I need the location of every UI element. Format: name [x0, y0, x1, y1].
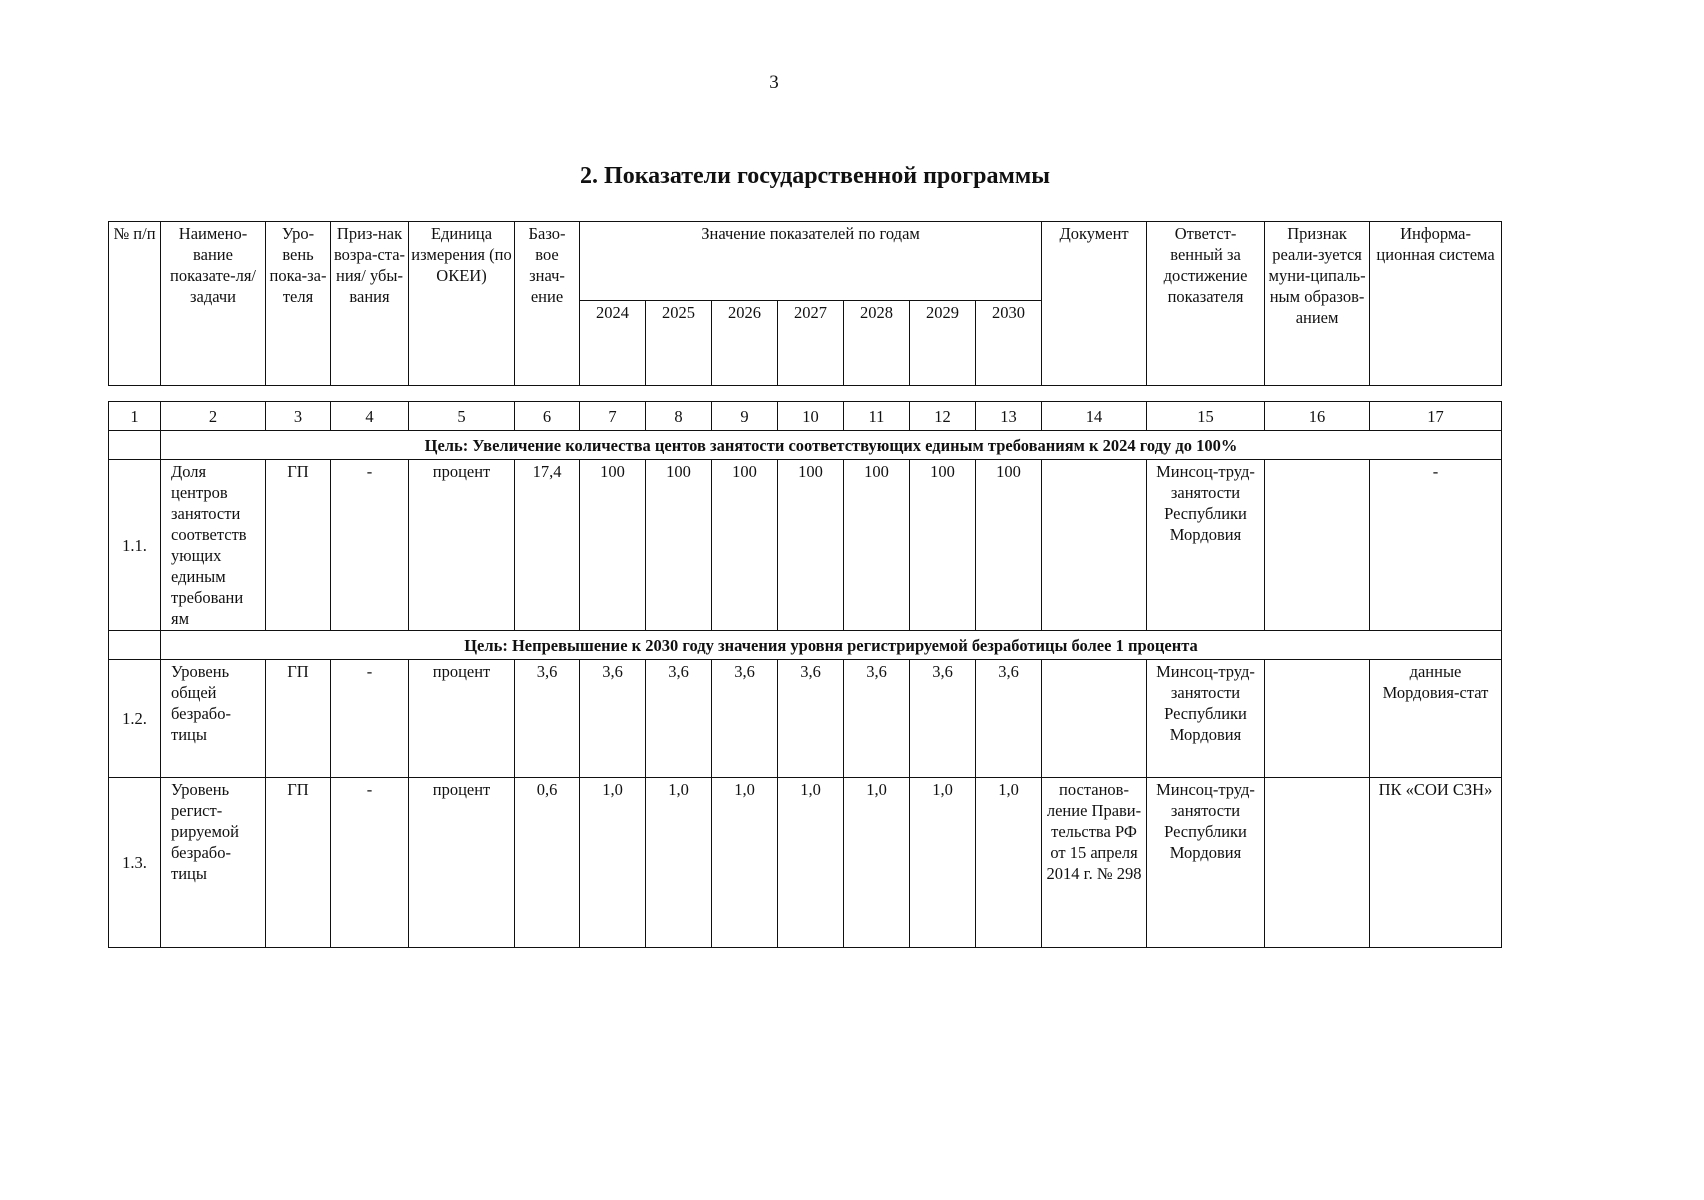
row-value: 3,6 [844, 660, 910, 778]
row-level: ГП [266, 778, 331, 948]
row-value: 1,0 [844, 778, 910, 948]
row-name: Доля центров занятости соответств ующих единым требовани ям [161, 460, 266, 631]
row-num: 1.1. [109, 460, 161, 631]
column-number: 11 [844, 402, 910, 431]
goal-title: Цель: Увеличение количества центов занятости соответствующих единым требованиям к 2024 году до 100% [161, 431, 1502, 460]
row-num: 1.3. [109, 778, 161, 948]
row-value: 1,0 [976, 778, 1042, 948]
header-year: 2030 [976, 301, 1042, 386]
row-base: 3,6 [515, 660, 580, 778]
header-document: Документ [1042, 222, 1147, 386]
row-name: Уровень общей безрабо-тицы [161, 660, 266, 778]
row-trend: - [331, 660, 409, 778]
goal-title: Цель: Непревышение к 2030 году значения уровня регистрируемой безработицы более 1 процента [161, 631, 1502, 660]
goal-row [109, 631, 1502, 660]
row-info-system: данные Мордовия-стат [1370, 660, 1502, 778]
row-value: 100 [646, 460, 712, 631]
column-numbers-row [109, 402, 1502, 431]
column-number: 3 [266, 402, 331, 431]
header-year: 2025 [646, 301, 712, 386]
column-number: 1 [109, 402, 161, 431]
row-unit: процент [409, 778, 515, 948]
row-name: Уровень регист-рируемой безрабо-тицы [161, 778, 266, 948]
header-year: 2028 [844, 301, 910, 386]
row-trend: - [331, 778, 409, 948]
row-municipal [1265, 460, 1370, 631]
header-year: 2024 [580, 301, 646, 386]
column-number: 2 [161, 402, 266, 431]
row-document [1042, 660, 1147, 778]
page-number: 3 [769, 72, 779, 93]
table-row [109, 660, 1502, 778]
indicators-table-body [108, 401, 1502, 948]
column-number: 15 [1147, 402, 1265, 431]
row-trend: - [331, 460, 409, 631]
column-number: 5 [409, 402, 515, 431]
row-responsible: Минсоц-труд-занятости Республики Мордовия [1147, 660, 1265, 778]
column-number: 6 [515, 402, 580, 431]
row-unit: процент [409, 460, 515, 631]
row-value: 3,6 [580, 660, 646, 778]
column-number: 8 [646, 402, 712, 431]
header-municipal: Признак реали-зуется муни-ципаль-ным образов-анием [1265, 222, 1370, 386]
row-municipal [1265, 778, 1370, 948]
header-unit: Единица измерения (по ОКЕИ) [409, 222, 515, 386]
row-info-system: ПК «СОИ СЗН» [1370, 778, 1502, 948]
row-document [1042, 460, 1147, 631]
header-year: 2026 [712, 301, 778, 386]
goal-blank-cell [109, 431, 161, 460]
row-value: 3,6 [910, 660, 976, 778]
header-num: № п/п [109, 222, 161, 386]
row-value: 1,0 [778, 778, 844, 948]
row-value: 100 [844, 460, 910, 631]
table-row [109, 778, 1502, 948]
document-title: 2. Показатели государственной программы [580, 163, 1050, 189]
indicators-table-header [108, 221, 1502, 386]
row-document: постанов-ление Прави-тельства РФ от 15 апреля 2014 г. № 298 [1042, 778, 1147, 948]
row-value: 1,0 [580, 778, 646, 948]
row-num: 1.2. [109, 660, 161, 778]
row-municipal [1265, 660, 1370, 778]
header-level: Уро-вень пока-за-теля [266, 222, 331, 386]
header-trend: Приз-нак возра-ста-ния/ убы-вания [331, 222, 409, 386]
header-year: 2029 [910, 301, 976, 386]
column-number: 12 [910, 402, 976, 431]
row-value: 100 [910, 460, 976, 631]
row-base: 17,4 [515, 460, 580, 631]
table-row [109, 460, 1502, 631]
row-value: 100 [712, 460, 778, 631]
row-value: 3,6 [712, 660, 778, 778]
row-level: ГП [266, 660, 331, 778]
row-value: 100 [580, 460, 646, 631]
column-number: 9 [712, 402, 778, 431]
goal-row [109, 431, 1502, 460]
row-value: 3,6 [778, 660, 844, 778]
column-number: 17 [1370, 402, 1502, 431]
goal-blank-cell [109, 631, 161, 660]
column-number: 16 [1265, 402, 1370, 431]
column-number: 4 [331, 402, 409, 431]
header-responsible: Ответст-венный за достижение показателя [1147, 222, 1265, 386]
row-value: 100 [976, 460, 1042, 631]
row-value: 1,0 [910, 778, 976, 948]
row-info-system: - [1370, 460, 1502, 631]
row-level: ГП [266, 460, 331, 631]
row-unit: процент [409, 660, 515, 778]
row-base: 0,6 [515, 778, 580, 948]
header-values-by-year: Значение показателей по годам [580, 222, 1042, 301]
header-year: 2027 [778, 301, 844, 386]
row-responsible: Минсоц-труд-занятости Республики Мордовия [1147, 778, 1265, 948]
row-value: 100 [778, 460, 844, 631]
column-number: 14 [1042, 402, 1147, 431]
column-number: 7 [580, 402, 646, 431]
header-base-value: Базо-вое знач-ение [515, 222, 580, 386]
row-value: 1,0 [712, 778, 778, 948]
row-value: 3,6 [646, 660, 712, 778]
header-name: Наимено-вание показате-ля/ задачи [161, 222, 266, 386]
row-value: 3,6 [976, 660, 1042, 778]
column-number: 10 [778, 402, 844, 431]
column-number: 13 [976, 402, 1042, 431]
row-responsible: Минсоц-труд-занятости Республики Мордовия [1147, 460, 1265, 631]
header-info-system: Информа-ционная система [1370, 222, 1502, 386]
row-value: 1,0 [646, 778, 712, 948]
